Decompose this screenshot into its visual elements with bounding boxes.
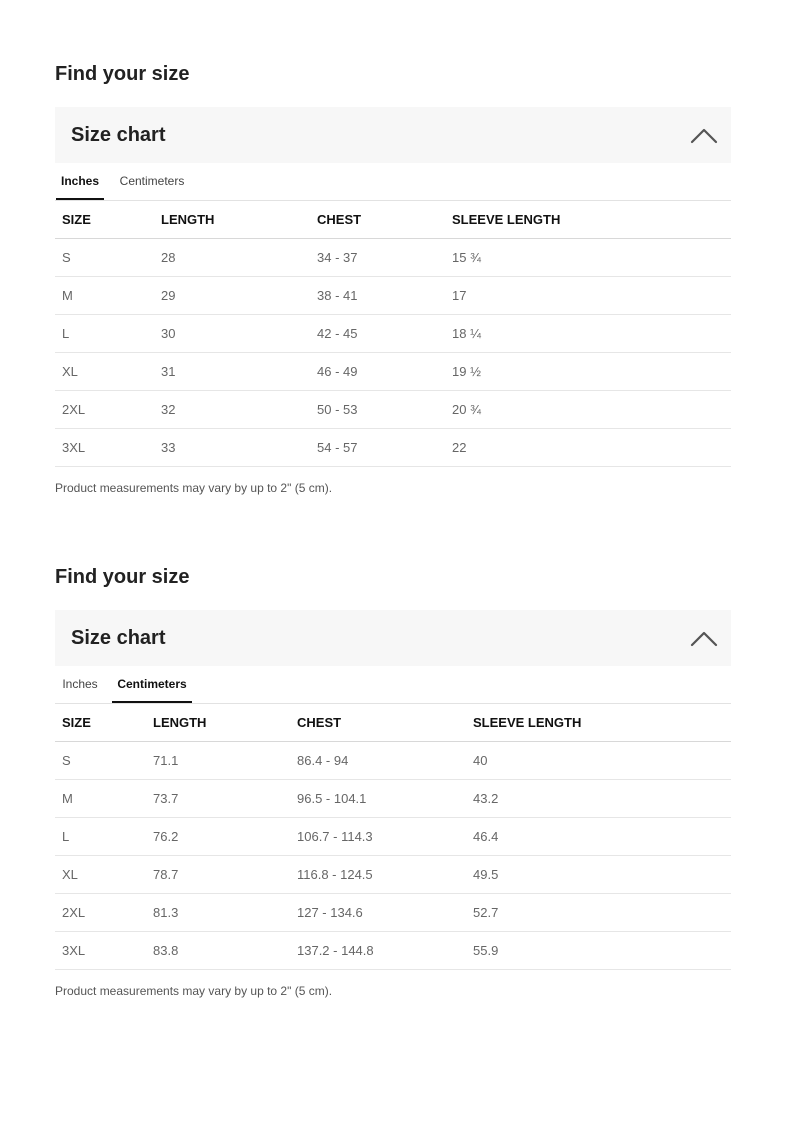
cell-chest: 54 - 57 [310, 429, 445, 467]
table-row [55, 856, 731, 894]
measurement-note: Product measurements may vary by up to 2" (5 cm). [55, 984, 333, 998]
cell-length: 76.2 [146, 818, 290, 856]
cell-sleeve-length: 46.4 [466, 818, 731, 856]
find-your-size-heading: Find your size [55, 566, 190, 588]
cell-chest: 127 - 134.6 [290, 894, 466, 932]
tab-inches[interactable]: Inches [62, 677, 98, 691]
cell-sleeve-length: 20 ¾ [445, 391, 731, 429]
size-chart-title: Size chart [71, 124, 166, 146]
cell-sleeve-length: 18 ¼ [445, 315, 731, 353]
table-row [55, 818, 731, 856]
cell-chest: 46 - 49 [310, 353, 445, 391]
cell-sleeve-length: 19 ½ [445, 353, 731, 391]
cell-length: 81.3 [146, 894, 290, 932]
column-header-sleeve-length: SLEEVE LENGTH [445, 201, 731, 239]
cell-sleeve-length: 40 [466, 742, 731, 780]
cell-chest: 38 - 41 [310, 277, 445, 315]
table-row [55, 742, 731, 780]
cell-size: S [55, 239, 154, 277]
cell-size: XL [55, 353, 154, 391]
table-row [55, 391, 731, 429]
cell-sleeve-length: 49.5 [466, 856, 731, 894]
cell-length: 73.7 [146, 780, 290, 818]
cell-size: M [55, 780, 146, 818]
cell-chest: 34 - 37 [310, 239, 445, 277]
table-row [55, 315, 731, 353]
table-row [55, 353, 731, 391]
tab-centimeters[interactable]: Centimeters [112, 666, 192, 703]
cell-size: XL [55, 856, 146, 894]
cell-sleeve-length: 22 [445, 429, 731, 467]
cell-length: 30 [154, 315, 310, 353]
column-header-length: LENGTH [146, 704, 290, 742]
size-table [55, 704, 731, 970]
table-row [55, 239, 731, 277]
size-guide-centimeters [55, 563, 731, 998]
size-chart-header[interactable] [55, 107, 731, 163]
cell-length: 71.1 [146, 742, 290, 780]
tab-centimeters[interactable]: Centimeters [119, 174, 185, 188]
table-row [55, 894, 731, 932]
cell-chest: 50 - 53 [310, 391, 445, 429]
cell-length: 31 [154, 353, 310, 391]
column-header-sleeve-length: SLEEVE LENGTH [466, 704, 731, 742]
cell-chest: 96.5 - 104.1 [290, 780, 466, 818]
column-header-chest: CHEST [290, 704, 466, 742]
cell-chest: 137.2 - 144.8 [290, 932, 466, 970]
unit-tabs [55, 666, 731, 704]
table-header-row [55, 201, 731, 239]
table-row [55, 429, 731, 467]
find-your-size-heading: Find your size [55, 63, 190, 85]
column-header-size: SIZE [55, 704, 146, 742]
column-header-size: SIZE [55, 201, 154, 239]
size-table [55, 201, 731, 467]
table-row [55, 932, 731, 970]
cell-length: 29 [154, 277, 310, 315]
tab-inches[interactable]: Inches [56, 163, 104, 200]
column-header-chest: CHEST [310, 201, 445, 239]
chevron-up-icon[interactable] [689, 123, 719, 147]
cell-size: 2XL [55, 391, 154, 429]
cell-sleeve-length: 15 ¾ [445, 239, 731, 277]
cell-sleeve-length: 17 [445, 277, 731, 315]
size-chart-header[interactable] [55, 610, 731, 666]
size-guide-inches [55, 60, 731, 495]
cell-sleeve-length: 55.9 [466, 932, 731, 970]
cell-size: M [55, 277, 154, 315]
column-header-length: LENGTH [154, 201, 310, 239]
unit-tabs [55, 163, 731, 201]
cell-size: L [55, 315, 154, 353]
measurement-note: Product measurements may vary by up to 2" (5 cm). [55, 481, 333, 495]
cell-size: L [55, 818, 146, 856]
chevron-up-icon[interactable] [689, 626, 719, 650]
size-chart-title: Size chart [71, 627, 166, 649]
cell-length: 78.7 [146, 856, 290, 894]
cell-size: 2XL [55, 894, 146, 932]
cell-chest: 106.7 - 114.3 [290, 818, 466, 856]
cell-length: 28 [154, 239, 310, 277]
cell-size: 3XL [55, 429, 154, 467]
cell-length: 32 [154, 391, 310, 429]
cell-chest: 116.8 - 124.5 [290, 856, 466, 894]
cell-sleeve-length: 43.2 [466, 780, 731, 818]
cell-sleeve-length: 52.7 [466, 894, 731, 932]
cell-chest: 86.4 - 94 [290, 742, 466, 780]
cell-length: 33 [154, 429, 310, 467]
cell-size: 3XL [55, 932, 146, 970]
cell-length: 83.8 [146, 932, 290, 970]
cell-chest: 42 - 45 [310, 315, 445, 353]
table-row [55, 780, 731, 818]
cell-size: S [55, 742, 146, 780]
table-header-row [55, 704, 731, 742]
table-row [55, 277, 731, 315]
